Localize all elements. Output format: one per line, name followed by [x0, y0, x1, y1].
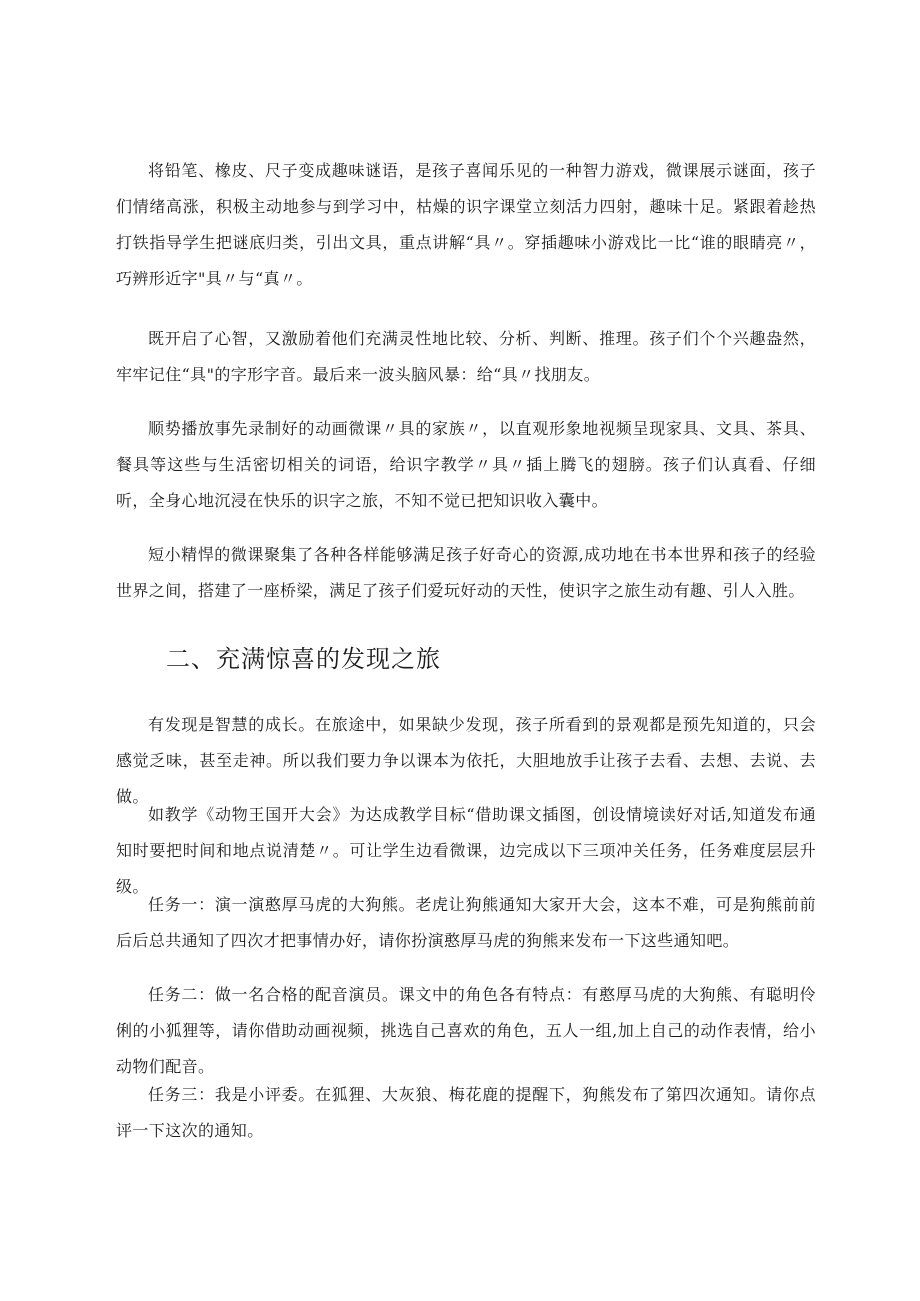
paragraph-task-one: 任务一：演一演憨厚马虎的大狗熊。老虎让狗熊通知大家开大会，这本不难，可是狗熊前前后后总共通知了四次才把事情办好，请你扮演憨厚马虎的狗熊来发布一下这些通知吧。: [116, 895, 816, 950]
paragraph-task-three: 任务三：我是小评委。在狐狸、大灰狼、梅花鹿的提醒下，狗熊发布了第四次通知。请你点评一下这次的通知。: [116, 1085, 816, 1140]
paragraph-task-two: 任务二：做一名合格的配音演员。课文中的角色各有特点：有憨厚马虎的大狗熊、有聪明伶俐的小狐狸等，请你借助动画视频，挑选自己喜欢的角色，五人一组,加上自己的动作表情，给小动物们配音。: [116, 985, 816, 1076]
paragraph-discovery: 有发现是智慧的成长。在旅途中，如果缺少发现，孩子所看到的景观都是预先知道的，只会感觉乏味，甚至走神。所以我们要力争以课本为依托，大胆地放手让孩子去看、去想、去说、去做。: [116, 715, 816, 806]
paragraph-animation-lesson: 顺势播放事先录制好的动画微课〃具的家族〃，以直观形象地视频呈现家具、文具、茶具、餐具等这些与生活密切相关的词语，给识字教学〃具〃插上腾飞的翅膀。孩子们认真看、仔细听，全身心地沉浸在快乐的识字之旅，不知不觉已把知识收入囊中。: [116, 419, 816, 510]
section-heading: 二、充满惊喜的发现之旅: [166, 645, 441, 673]
paragraph-teaching-example: 如教学《动物王国开大会》为达成教学目标“借助课文插图，创设情境读好对话,知道发布通知时要把时间和地点说清楚〃。可让学生边看微课，边完成以下三项冲关任务，任务难度层层升级。: [116, 805, 816, 896]
paragraph-riddle-game: 将铅笔、橡皮、尺子变成趣味谜语，是孩子喜闻乐见的一种智力游戏，微课展示谜面，孩子们情绪高涨，积极主动地参与到学习中，枯燥的识字课堂立刻活力四射，趣味十足。紧跟着趁热打铁指导学生把谜底归类，引出文具，重点讲解“具〃。穿插趣味小游戏比一比“谁的眼睛亮〃，巧辨形近字"具〃与“真〃。: [116, 161, 816, 288]
paragraph-micro-lesson-summary: 短小精悍的微课聚集了各种各样能够满足孩子好奇心的资源,成功地在书本世界和孩子的经验世界之间，搭建了一座桥梁，满足了孩子们爱玩好动的天性，使识字之旅生动有趣、引人入胜。: [116, 545, 816, 600]
paragraph-wisdom: 既开启了心智，又激励着他们充满灵性地比较、分析、判断、推理。孩子们个个兴趣盎然，牢牢记住“具"的字形字音。最后来一波头脑风暴：给“具〃找朋友。: [116, 329, 816, 384]
